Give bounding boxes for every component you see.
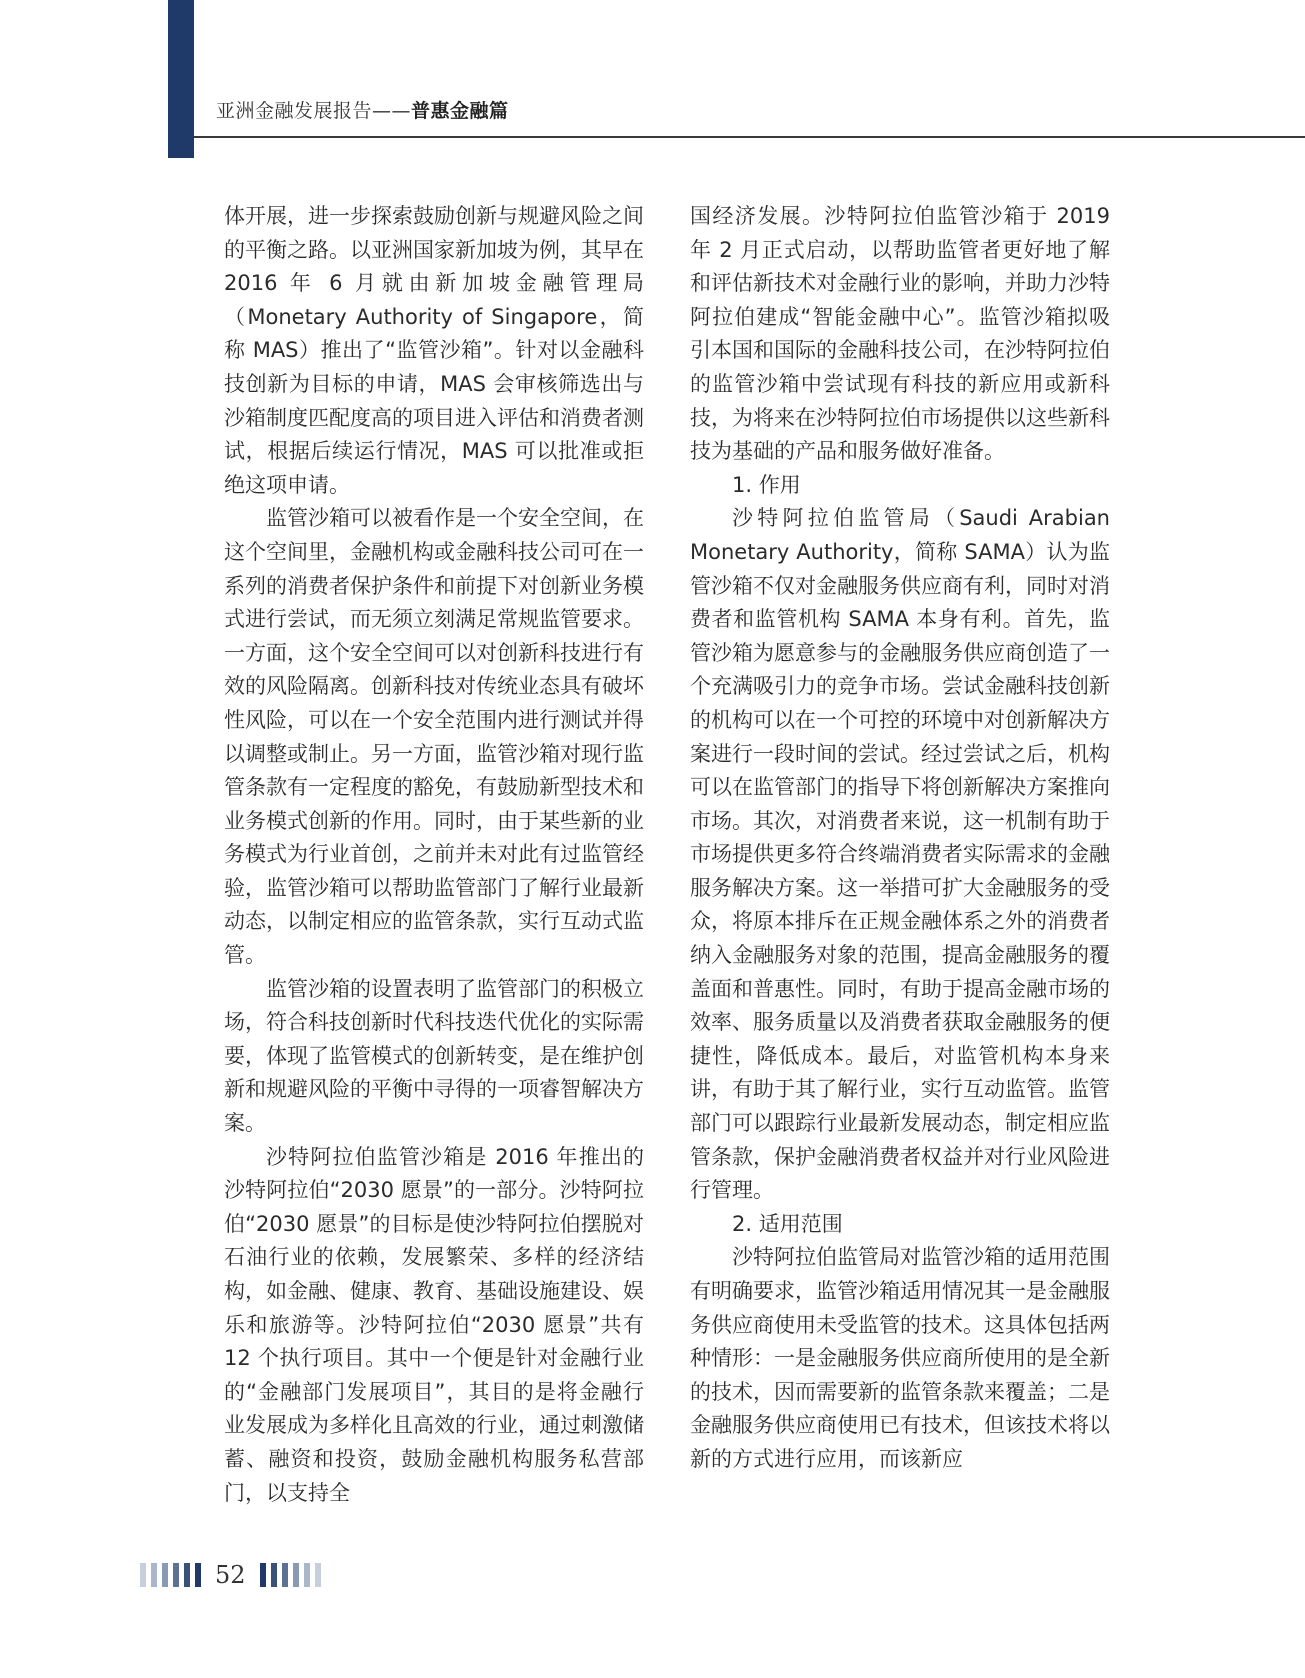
left-paragraph-4: 沙特阿拉伯监管沙箱是 2016 年推出的沙特阿拉伯“2030 愿景”的一部分。沙特阿拉伯“2030 愿景”的目标是使沙特阿拉伯摆脱对石油行业的依赖，发展繁荣、多样的经济结构，如金融、健康、教育、基础设施建设、娱乐和旅游等。沙特阿拉伯“2030 愿景”共有 12 个执行项目。其中一个便是针对金融行业的“金融部门发展项目”，其目的是将金融行业发展成为多样化且高效的行业，通过刺激储蓄、融资和投资，鼓励金融机构服务私营部门，以支持全 [224, 1144, 644, 1505]
page-footer [140, 1560, 321, 1590]
header-rule [194, 136, 1305, 138]
section-heading-role: 1. 作用 [732, 472, 801, 497]
right-paragraph-1: 国经济发展。沙特阿拉伯监管沙箱于 2019 年 2 月正式启动，以帮助监管者更好地了解和评估新技术对金融行业的影响，并助力沙特阿拉伯建成“智能金融中心”。监管沙箱拟吸引本国和国际的金融科技公司，在沙特阿拉伯的监管沙箱中尝试现有科技的新应用或新科技，为将来在沙特阿拉伯市场提供以这些新科技为基础的产品和服务做好准备。 [690, 204, 1110, 464]
running-header [216, 96, 509, 123]
right-column [690, 200, 1110, 1477]
left-column [224, 200, 644, 1510]
left-paragraph-1: 体开展，进一步探索鼓励创新与规避风险之间的平衡之路。以亚洲国家新加坡为例，其早在 2016 年 6 月就由新加坡金融管理局（Monetary Authority of Singapore，简称 MAS）推出了“监管沙箱”。针对以金融科技创新为目标的申请，MAS 会审核筛选出与沙箱制度匹配度高的项目进入评估和消费者测试，根据后续运行情况，MAS 可以批准或拒绝这项申请。 [224, 204, 644, 497]
section-heading-scope: 2. 适用范围 [732, 1211, 843, 1236]
header-accent-bar [168, 0, 194, 158]
running-header-regular: 亚洲金融发展报告—— [216, 100, 412, 122]
page-number: 52 [215, 1561, 246, 1589]
left-paragraph-3: 监管沙箱的设置表明了监管部门的积极立场，符合科技创新时代科技迭代优化的实际需要，体现了监管模式的创新转变，是在维护创新和规避风险的平衡中寻得的一项睿智解决方案。 [224, 976, 644, 1136]
right-paragraph-2: 沙特阿拉伯监管局（Saudi Arabian Monetary Authority，简称 SAMA）认为监管沙箱不仅对金融服务供应商有利，同时对消费者和监管机构 SAMA 本身有利。首先，监管沙箱为愿意参与的金融服务供应商创造了一个充满吸引力的竞争市场。尝试金融科技创新的机构可以在一个可控的环境中对创新解决方案进行一段时间的尝试。经过尝试之后，机构可以在监管部门的指导下将创新解决方案推向市场。其次，对消费者来说，这一机制有助于市场提供更多符合终端消费者实际需求的金融服务解决方案。这一举措可扩大金融服务的受众，将原本排斥在正规金融体系之外的消费者纳入金融服务对象的范围，提高金融服务的覆盖面和普惠性。同时，有助于提高金融市场的效率、服务质量以及消费者获取金融服务的便捷性，降低成本。最后，对监管机构本身来讲，有助于其了解行业，实行互动监管。监管部门可以跟踪行业最新发展动态，制定相应监管条款，保护金融消费者权益并对行业风险进行管理。 [690, 506, 1110, 1203]
left-paragraph-2: 监管沙箱可以被看作是一个安全空间，在这个空间里，金融机构或金融科技公司可在一系列的消费者保护条件和前提下对创新业务模式进行尝试，而无须立刻满足常规监管要求。一方面，这个安全空间可以对创新科技进行有效的风险隔离。创新科技对传统业态具有破坏性风险，可以在一个安全范围内进行测试并得以调整或制止。另一方面，监管沙箱对现行监管条款有一定程度的豁免，有鼓励新型技术和业务模式创新的作用。同时，由于某些新的业务模式为行业首创，之前并未对此有过监管经验，监管沙箱可以帮助监管部门了解行业最新动态，以制定相应的监管条款，实行互动式监管。 [224, 506, 644, 968]
right-paragraph-3: 沙特阿拉伯监管局对监管沙箱的适用范围有明确要求，监管沙箱适用情况其一是金融服务供应商使用未受监管的技术。这具体包括两种情形：一是金融服务供应商所使用的是全新的技术，因而需要新的监管条款来覆盖；二是金融服务供应商使用已有技术，但该技术将以新的方式进行应用，而该新应 [690, 1245, 1110, 1471]
footer-bars-left [140, 1563, 201, 1587]
running-header-bold: 普惠金融篇 [411, 100, 509, 122]
footer-bars-right [260, 1563, 321, 1587]
